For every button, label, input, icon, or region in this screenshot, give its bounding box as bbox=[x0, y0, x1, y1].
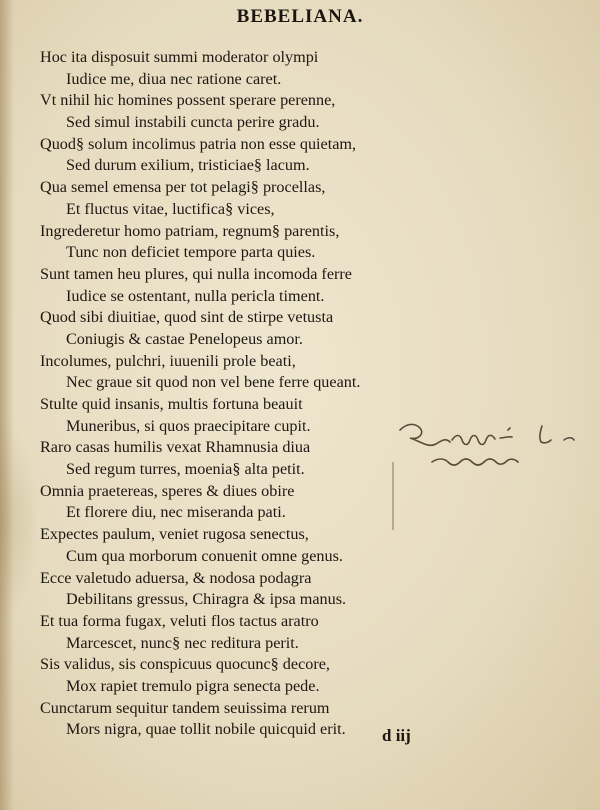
verse-line: Expectes paulum, veniet rugosa senectus, bbox=[40, 525, 309, 544]
verse-line: Incolumes, pulchri, iuuenili prole beati, bbox=[40, 351, 296, 370]
verse-line: Sed regum turres, moenia§ alta petit. bbox=[66, 460, 305, 479]
verse-line: Ecce valetudo aduersa, & nodosa podagra bbox=[40, 568, 312, 587]
verse-line: Cunctarum sequitur tandem seuissima rerum bbox=[40, 698, 330, 717]
verse-line: Vt nihil hic homines possent sperare perenne, bbox=[40, 91, 336, 110]
page-gutter-shadow bbox=[0, 0, 14, 810]
verse-line: Raro casas humilis vexat Rhamnusia diua bbox=[40, 438, 311, 457]
verse-line: Muneribus, si quos praecipitare cupit. bbox=[66, 416, 311, 435]
verse-line: Sunt tamen heu plures, qui nulla incomoda ferre bbox=[40, 264, 352, 283]
verse-line: Mors nigra, quae tollit nobile quicquid erit. bbox=[66, 720, 346, 739]
verse-line: Iudice me, diua nec ratione caret. bbox=[66, 69, 282, 88]
verse-line: Quod sibi diuitiae, quod sint de stirpe vetusta bbox=[40, 308, 334, 327]
verse-line: Marcescet, nunc§ nec reditura perit. bbox=[66, 633, 299, 652]
verse-line: Sed simul instabili cuncta perire gradu. bbox=[66, 113, 320, 132]
verse-line: Iudice se ostentant, nulla pericla timent. bbox=[66, 286, 325, 305]
verse-line: Sed durum exilium, tristiciae§ lacum. bbox=[66, 156, 310, 175]
paper-stain bbox=[0, 420, 40, 620]
verse-line: Tunc non deficiet tempore parta quies. bbox=[66, 243, 316, 262]
verse-block bbox=[40, 47, 440, 741]
verse-line: Coniugis & castae Penelopeus amor. bbox=[66, 329, 303, 348]
verse-line: Ingrederetur homo patriam, regnum§ parentis, bbox=[40, 221, 340, 240]
verse-line: Sis validus, sis conspicuus quocunc§ decore, bbox=[40, 655, 330, 674]
verse-line: Et florere diu, nec miseranda pati. bbox=[66, 503, 286, 522]
verse-line: Et fluctus vitae, luctifica§ vices, bbox=[66, 199, 275, 218]
verse-line: Debilitans gressus, Chiragra & ipsa manus. bbox=[66, 590, 347, 609]
handwritten-marginal-note bbox=[392, 418, 592, 473]
verse-line: Quod§ solum incolimus patria non esse quietam, bbox=[40, 134, 357, 153]
verse-line: Et tua forma fugax, veluti flos tactus aratro bbox=[40, 611, 319, 630]
verse-line: Omnia praetereas, speres & diues obire bbox=[40, 481, 295, 500]
verse-line: Stulte quid insanis, multis fortuna beauit bbox=[40, 395, 303, 413]
margin-mark bbox=[392, 462, 394, 530]
running-header: BEBELIANA. bbox=[236, 6, 364, 27]
verse-line: Hoc ita disposuit summi moderator olympi bbox=[40, 48, 319, 66]
verse-line: Qua semel emensa per tot pelagi§ procellas, bbox=[40, 178, 326, 197]
verse-line: Nec graue sit quod non vel bene ferre queant. bbox=[66, 373, 361, 392]
signature-mark: d iij bbox=[382, 726, 411, 745]
verse-line: Cum qua morborum conuenit omne genus. bbox=[66, 546, 343, 565]
verse-line: Mox rapiet tremulo pigra senecta pede. bbox=[66, 676, 320, 695]
